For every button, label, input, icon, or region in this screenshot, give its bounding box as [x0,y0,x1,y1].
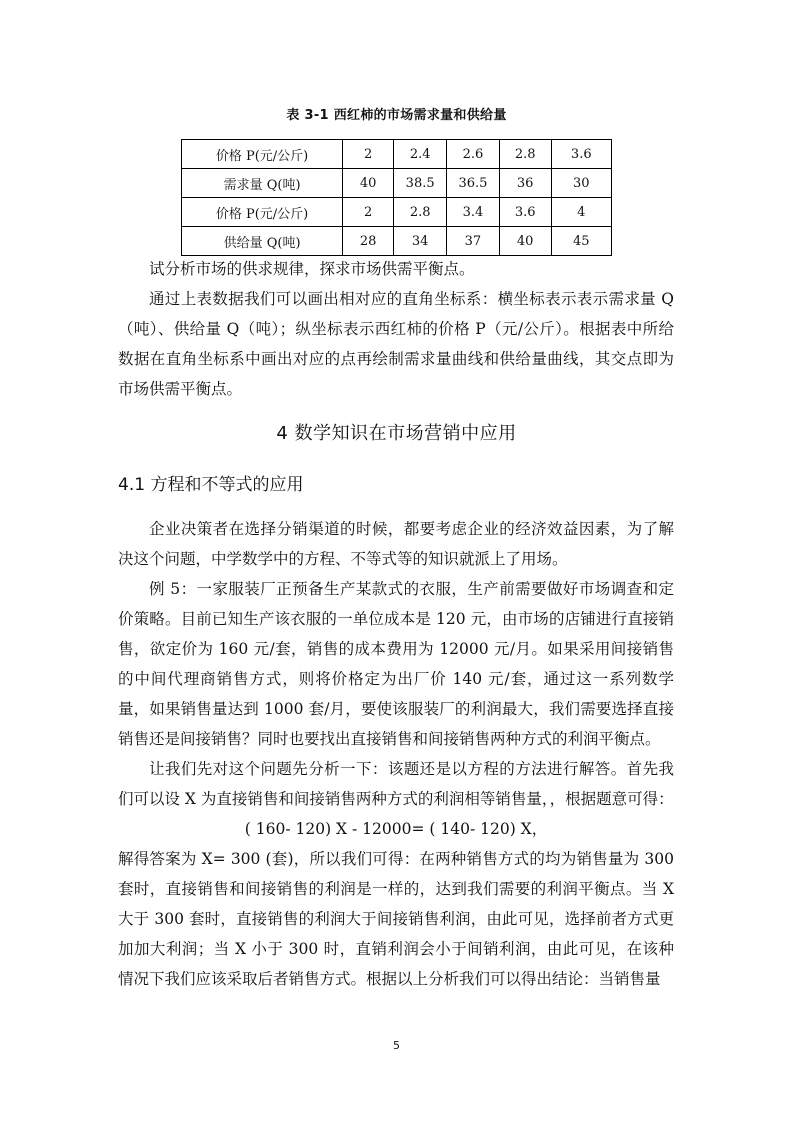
supply-demand-table [181,139,612,256]
paragraph: 解得答案为 X= 300 (套)，所以我们可得：在两种销售方式的均为销售量为 300 套时，直接销售和间接销售的利润是一样的，达到我们需要的利润平衡点。当 X 大于 300 套时，直接销售的利润大于间接销售利润，由此可见，选择前者方式更加加大利润；当 X 小于 300 时，直销利润会小于间销利润，由此可见，在该种情况下我们应该采取后者销售方式。根据以上分析我们可以得出结论：当销售量 [118,850,674,988]
table-cell: 4 [551,198,611,227]
table-cell: 2 [343,140,394,169]
table-cell: 38.5 [394,169,447,198]
table-row [182,198,612,227]
table-cell: 34 [394,227,447,256]
table-cell: 2.4 [394,140,447,169]
table-cell: 36 [499,169,551,198]
body-text-block-1 [118,254,674,404]
paragraph: 通过上表数据我们可以画出相对应的直角坐标系：横坐标表示表示需求量 Q（吨）、供给量 Q（吨）；纵坐标表示西红柿的价格 P（元/公斤）。根据表中所给数据在直角坐标系中画出对应的点再绘制需求量曲线和供给量曲线，其交点即为市场供需平衡点。 [118,290,674,398]
table-cell: 3.6 [499,198,551,227]
table-cell: 45 [551,227,611,256]
table-cell: 40 [499,227,551,256]
row-label: 需求量 Q(吨) [182,169,343,198]
section-heading: 4 数学知识在市场营销中应用 [276,423,517,444]
page-number: 5 [393,1039,400,1052]
table-cell: 37 [447,227,500,256]
row-label: 供给量 Q(吨) [182,227,343,256]
table-cell: 2 [343,198,394,227]
paragraph: 试分析市场的供求规律，探求市场供需平衡点。 [149,260,475,278]
table-cell: 2.8 [394,198,447,227]
paragraph: 让我们先对这个问题先分析一下：该题还是以方程的方法进行解答。首先我们可以设 X 为直接销售和间接销售两种方式的利润相等销售量，，根据题意可得： [118,760,674,808]
paragraph: 例 5：一家服装厂正预备生产某款式的衣服，生产前需要做好市场调查和定价策略。目前已知生产该衣服的一单位成本是 120 元，由市场的店铺进行直接销售，欲定价为 160 元/套，销售的成本费用为 12000 元/月。如果采用间接销售的中间代理商销售方式，则将价格定为出厂价 140 元/套，通过这一系列数学量，如果销售量达到 1000 套/月，要使该服装厂的利润最大，我们需要选择直接销售还是间接销售？同时也要找出直接销售和间接销售两种方式的利润平衡点。 [118,580,674,748]
formula: ( 160- 120) X - 12000= ( 140- 120) X， [244,820,548,838]
table-cell: 36.5 [447,169,500,198]
row-label: 价格 P(元/公斤) [182,198,343,227]
table-cell: 28 [343,227,394,256]
table-row [182,140,612,169]
table-cell: 40 [343,169,394,198]
table-cell: 2.6 [447,140,500,169]
table-cell: 3.4 [447,198,500,227]
table-row [182,227,612,256]
row-label: 价格 P(元/公斤) [182,140,343,169]
sub-heading: 4.1 方程和不等式的应用 [118,475,304,495]
table-cell: 30 [551,169,611,198]
table-caption: 表 3-1 西红柿的市场需求量和供给量 [286,108,507,123]
table-cell: 2.8 [499,140,551,169]
table-cell: 3.6 [551,140,611,169]
body-text-block-2 [118,514,674,994]
paragraph: 企业决策者在选择分销渠道的时候，都要考虑企业的经济效益因素，为了解决这个问题，中学数学中的方程、不等式等的知识就派上了用场。 [118,520,674,568]
table-row [182,169,612,198]
